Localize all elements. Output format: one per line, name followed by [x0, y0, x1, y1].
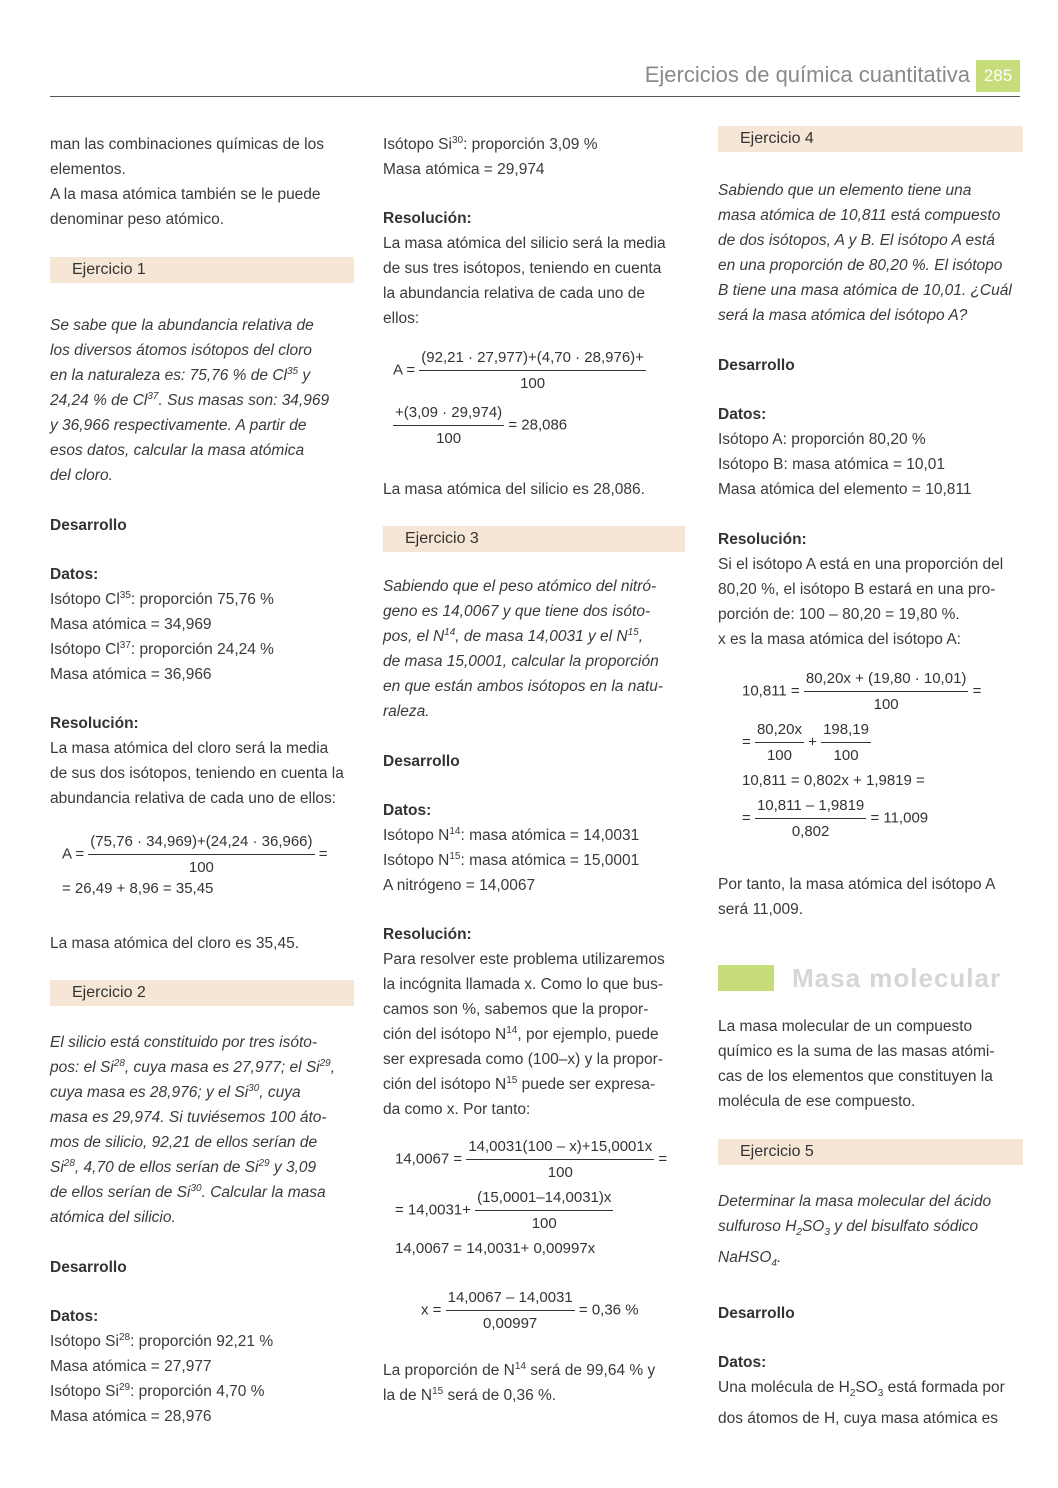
intro-line: denominar peso atómico.	[50, 211, 225, 228]
fraction: $\frac{80,20x}{100}$	[755, 717, 804, 768]
conclusion-line: La proporción de $N^{14}$ será de 99,64 % y	[383, 1361, 656, 1379]
res-line: ción del isótopo $N^{15}$ puede ser expresa-	[383, 1075, 656, 1093]
equation-x: x = $\frac{14,0067 - 14,0031}{0,00997}$ = 0,36 %	[383, 1285, 685, 1336]
section-text-line: La masa molecular de un compuesto	[718, 1018, 973, 1035]
silicon-result: La masa atómica del silicio es 28,086.	[383, 481, 645, 498]
statement-line: pos: el Si$^{28}$, cuya masa es 27,977; el Si$^{29}$,	[50, 1058, 336, 1076]
statement-line: masa es 29,974. Si tuviésemos 100 áto-	[50, 1109, 327, 1126]
statement-line: esos datos, calcular la masa atómica	[50, 442, 305, 459]
statement-line: en una proporción de 80,20 %. El isótopo	[718, 257, 1003, 274]
statement-line: pos, el $N^{14}$, de masa 14,0031 y el $N^{15}$,	[383, 627, 644, 645]
fraction: $\frac{+(3,09 \cdot 29,974)}{100}$	[393, 400, 504, 451]
section-text-line: químico es la suma de las masas atómi-	[718, 1043, 995, 1060]
res-line: x es la masa atómica del isótopo A:	[718, 631, 961, 648]
data-line: Isótopo Si$^{28}$: proporción 92,21 %	[50, 1332, 274, 1350]
res-line: La masa atómica del silicio será la media	[383, 235, 666, 252]
statement-line: Se sabe que la abundancia relativa de	[50, 317, 314, 334]
equation-nitrogen: 14,0067 = $\frac{14,0031(100 - x)+15,0001x}{100}$ = = 14,0031+ $\frac{(15,0001-14,0031)x}{100}$ 14,0067 = 14,0031+ 0,00997x	[383, 1134, 685, 1261]
data-line: Isótopo Cl$^{37}$: proporción 24,24 %	[50, 640, 274, 658]
column-2	[383, 132, 685, 1408]
statement-line: NaHSO$_4$.	[718, 1249, 782, 1270]
res-line: porción de: 100 – 80,20 = 19,80 %.	[718, 606, 960, 623]
datos-heading: Datos:	[50, 566, 99, 583]
statement-line: del cloro.	[50, 467, 113, 484]
res-line: Si el isótopo A está en una proporción del	[718, 556, 1004, 573]
res-line: de sus tres isótopos, teniendo en cuenta	[383, 260, 662, 277]
section-text-line: molécula de ese compuesto.	[718, 1093, 916, 1110]
res-line: Para resolver este problema utilizaremos	[383, 951, 665, 968]
fraction: $\frac{(92,21 \cdot 27,977)+(4,70 \cdot 28,976)+}{100}$	[419, 345, 646, 396]
statement-line: masa atómica de 10,811 está compuesto	[718, 207, 1001, 224]
statement-line: B tiene una masa atómica de 10,01. ¿Cuál	[718, 282, 1012, 299]
intro-line: A la masa atómica también se le puede	[50, 186, 321, 203]
exercise-1-heading: Ejercicio 1	[50, 257, 354, 283]
res-line: camos son %, sabemos que la propor-	[383, 1001, 649, 1018]
column-3	[718, 126, 1023, 1431]
statement-line: en que están ambos isótopos en la natu-	[383, 678, 664, 695]
conclusion-line: Por tanto, la masa atómica del isótopo A	[718, 876, 996, 893]
column-1	[50, 132, 354, 1429]
fraction: $\frac{198,19}{100}$	[821, 717, 871, 768]
data-line: Masa atómica = 27,977	[50, 1358, 212, 1375]
header-rule	[50, 96, 1020, 97]
statement-line: El silicio está constituido por tres isóto-	[50, 1034, 318, 1051]
resolucion-heading: Resolución:	[718, 531, 807, 548]
page-number: 285	[976, 60, 1020, 92]
fraction: $\frac{14,0031(100 - x)+15,0001x}{100}$	[466, 1134, 654, 1185]
data-line: Isótopo Si$^{29}$: proporción 4,70 %	[50, 1382, 265, 1400]
desarrollo-heading: Desarrollo	[50, 517, 127, 534]
statement-line: raleza.	[383, 703, 430, 720]
statement-line: geno es 14,0067 y que tiene dos isóto-	[383, 603, 651, 620]
statement-line: en la naturaleza es: 75,76 % de Cl$^{35}$ y	[50, 366, 311, 384]
datos-heading: Datos:	[50, 1308, 99, 1325]
data-line: Masa atómica = 29,974	[383, 161, 545, 178]
exercise-4-heading: Ejercicio 4	[718, 126, 1023, 152]
statement-line: los diversos átomos isótopos del cloro	[50, 342, 312, 359]
data-line: Masa atómica = 28,976	[50, 1408, 212, 1425]
data-line: Isótopo Si$^{30}$: proporción 3,09 %	[383, 135, 598, 153]
data-line: Masa atómica del elemento = 10,811	[718, 481, 972, 498]
res-line: abundancia relativa de cada uno de ellos:	[50, 790, 337, 807]
statement-line: 24,24 % de Cl$^{37}$. Sus masas son: 34,969	[50, 391, 330, 409]
equation-chlorine: A = $\frac{(75,76 \cdot 34,969)+(24,24 \cdot 36,966)}{100}$ = = 26,49 + 8,96 = 35,45	[50, 829, 354, 901]
intro-line: man las combinaciones químicas de los	[50, 136, 324, 153]
statement-line: de ellos serían de Si$^{30}$. Calcular la masa	[50, 1183, 326, 1201]
exercise-2-statement	[50, 1030, 354, 1230]
equation-line: 14,0067 = 14,0031+ 0,00997x	[395, 1240, 596, 1257]
res-line: ser expresada como (100–x) y la propor-	[383, 1051, 663, 1068]
statement-line: Sabiendo que el peso atómico del nitró-	[383, 578, 657, 595]
fraction: $\frac{10,811 - 1,9819}{0,802}$	[755, 793, 866, 844]
data-line: Isótopo A: proporción 80,20 %	[718, 431, 926, 448]
res-line: da como x. Por tanto:	[383, 1101, 531, 1118]
data-line: Una molécula de $H_2SO_3$ está formada por	[718, 1379, 1005, 1400]
exercise-1-statement	[50, 313, 354, 488]
conclusion-line: será 11,009.	[718, 901, 804, 918]
statement-line: de dos isótopos, A y B. El isótopo A está	[718, 232, 995, 249]
fraction: $\frac{14,0067 - 14,0031}{0,00997}$	[446, 1285, 575, 1336]
equation-silicon: A = $\frac{(92,21 \cdot 27,977)+(4,70 \cdot 28,976)+}{100}$ $\frac{+(3,09 \cdot 29,974)}{100}$ = 28,086	[383, 345, 685, 451]
res-line: La masa atómica del cloro será la media	[50, 740, 329, 757]
statement-line: Si$^{28}$, 4,70 de ellos serían de Si$^{29}$ y 3,09	[50, 1158, 317, 1176]
data-line: Isótopo B: masa atómica = 10,01	[718, 456, 946, 473]
equation-line: 10,811 = 0,802x + 1,9819 =	[742, 772, 925, 789]
datos-heading: Datos:	[718, 406, 767, 423]
resolucion-heading: Resolución:	[50, 715, 139, 732]
res-line: 80,20 %, el isótopo B estará en una pro-	[718, 581, 996, 598]
fraction: $\frac{(75,76 \cdot 34,969)+(24,24 \cdot 36,966)}{100}$	[88, 829, 314, 880]
intro-line: elementos.	[50, 161, 126, 178]
exercise-5-heading: Ejercicio 5	[718, 1139, 1023, 1165]
data-line: Isótopo $N^{15}$: masa atómica = 15,0001	[383, 851, 640, 869]
exercise-5-statement	[718, 1189, 1023, 1276]
res-line: ción del isótopo $N^{14}$, por ejemplo, puede	[383, 1025, 659, 1043]
datos-heading: Datos:	[718, 1354, 767, 1372]
statement-line: cuya masa es 28,976; y el Si$^{30}$, cuya	[50, 1083, 301, 1101]
res-line: la incógnita llamada x. Como lo que bus-	[383, 976, 664, 993]
chlorine-result: La masa atómica del cloro es 35,45.	[50, 935, 299, 952]
data-line: A nitrógeno = 14,0067	[383, 877, 536, 894]
data-line: Masa atómica = 36,966	[50, 666, 212, 683]
section-bar	[718, 965, 774, 991]
conclusion-line: la de $N^{15}$ será de 0,36 %.	[383, 1386, 557, 1404]
res-line: ellos:	[383, 310, 420, 327]
equation-line: = 26,49 + 8,96 = 35,45	[62, 880, 214, 897]
statement-line: de masa 15,0001, calcular la proporción	[383, 653, 659, 670]
data-line: Isótopo $N^{14}$: masa atómica = 14,0031	[383, 826, 640, 844]
data-line: Masa atómica = 34,969	[50, 616, 212, 633]
fraction: $\frac{80,20x + (19,80 \cdot 10,01)}{100}$	[804, 666, 969, 717]
desarrollo-heading: Desarrollo	[50, 1259, 127, 1276]
desarrollo-heading: Desarrollo	[718, 1305, 795, 1323]
statement-line: atómica del silicio.	[50, 1209, 176, 1226]
statement-line: y 36,966 respectivamente. A partir de	[50, 417, 307, 434]
section-text-line: cas de los elementos que constituyen la	[718, 1068, 993, 1085]
resolucion-heading: Resolución:	[383, 926, 472, 943]
statement-line: Sabiendo que un elemento tiene una	[718, 182, 972, 199]
exercise-3-statement	[383, 574, 685, 724]
res-line: de sus dos isótopos, teniendo en cuenta la	[50, 765, 344, 782]
resolucion-heading: Resolución:	[383, 210, 472, 227]
desarrollo-heading: Desarrollo	[718, 357, 795, 374]
exercise-2-heading: Ejercicio 2	[50, 980, 354, 1006]
res-line: la abundancia relativa de cada uno de	[383, 285, 645, 302]
statement-line: mos de silicio, 92,21 de ellos serían de	[50, 1134, 318, 1151]
exercise-4-statement	[718, 178, 1023, 328]
section-heading: Masa molecular	[792, 962, 1002, 993]
statement-line: Determinar la masa molecular del ácido	[718, 1193, 992, 1210]
data-line: Isótopo Cl$^{35}$: proporción 75,76 %	[50, 590, 274, 608]
data-line: dos átomos de H, cuya masa atómica es	[718, 1410, 998, 1428]
equation-isotope-a: 10,811 = $\frac{80,20x + (19,80 \cdot 10,01)}{100}$ = = $\frac{80,20x}{100}$ + $\frac{198,19}{100}$ 10,811 = 0,802x + 1,9819 = = $\frac{10,811 - 1,9819}{0,802}$ = 11,009	[718, 666, 1023, 844]
statement-line: sulfuroso $H_2SO_3$ y del bisulfato sódico	[718, 1218, 979, 1239]
section-title	[718, 960, 1023, 996]
exercise-3-heading: Ejercicio 3	[383, 526, 685, 552]
desarrollo-heading: Desarrollo	[383, 753, 460, 770]
statement-line: será la masa atómica del isótopo A?	[718, 307, 968, 324]
header-title: Ejercicios de química cuantitativa	[644, 62, 970, 87]
fraction: $\frac{(15,0001-14,0031)x}{100}$	[475, 1185, 613, 1236]
datos-heading: Datos:	[383, 802, 432, 819]
